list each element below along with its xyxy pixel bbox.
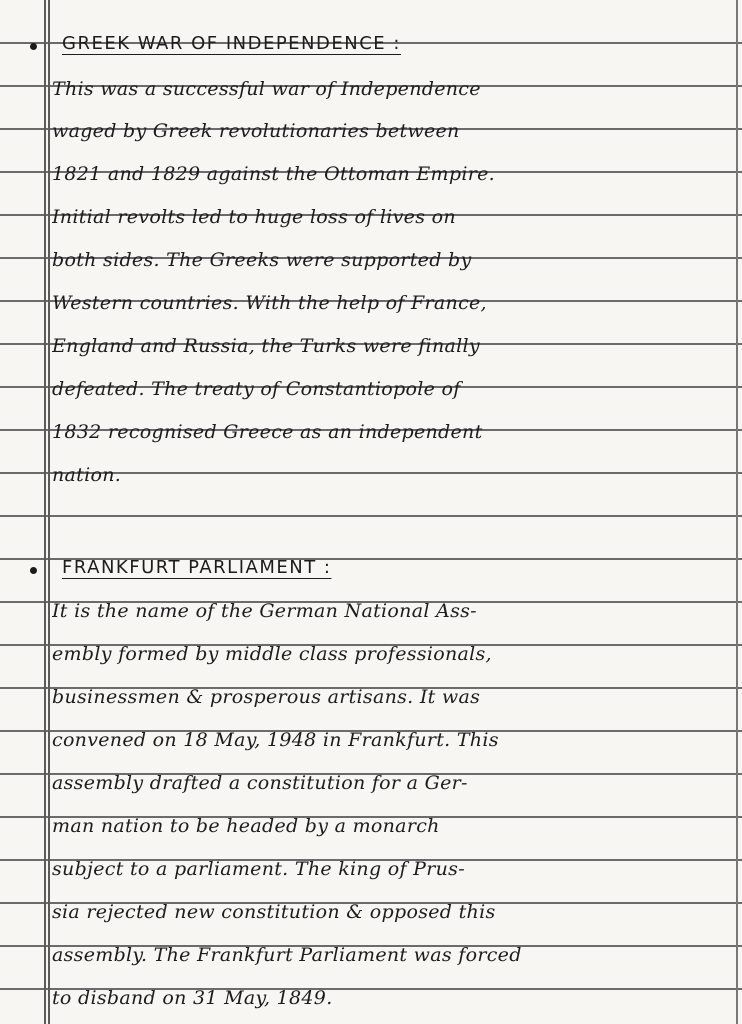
text-line: Initial revolts led to huge loss of lives on bbox=[52, 206, 456, 228]
text-line: convened on 18 May, 1948 in Frankfurt. This bbox=[52, 729, 499, 751]
bullet-point bbox=[30, 567, 37, 574]
text-line: assembly drafted a constitution for a Ger- bbox=[52, 772, 468, 794]
text-line: Western countries. With the help of France, bbox=[52, 292, 487, 314]
text-line: 1832 recognised Greece as an independent bbox=[52, 421, 483, 443]
text-line: nation. bbox=[52, 464, 122, 486]
bullet-point bbox=[30, 43, 37, 50]
text-line: England and Russia, the Turks were finally bbox=[52, 335, 480, 357]
text-line: embly formed by middle class professionals, bbox=[52, 643, 492, 665]
text-line: assembly. The Frankfurt Parliament was forced bbox=[52, 944, 522, 966]
text-line: 1821 and 1829 against the Ottoman Empire. bbox=[52, 163, 495, 185]
text-line: businessmen & prosperous artisans. It was bbox=[52, 686, 481, 708]
text-line: defeated. The treaty of Constantiopole of bbox=[52, 378, 461, 400]
margin-line-inner bbox=[48, 0, 50, 1024]
margin-line bbox=[44, 0, 46, 1024]
text-line: man nation to be headed by a monarch bbox=[52, 815, 440, 837]
text-line: This was a successful war of Independence bbox=[52, 78, 481, 100]
section-heading: FRANKFURT PARLIAMENT : bbox=[62, 557, 332, 578]
text-line: both sides. The Greeks were supported by bbox=[52, 249, 472, 271]
text-line: to disband on 31 May, 1849. bbox=[52, 987, 333, 1009]
text-line: waged by Greek revolutionaries between bbox=[52, 120, 460, 142]
section-heading: GREEK WAR OF INDEPENDENCE : bbox=[62, 33, 401, 54]
text-line: subject to a parliament. The king of Prus- bbox=[52, 858, 465, 880]
text-line: sia rejected new constitution & opposed this bbox=[52, 901, 496, 923]
text-line: It is the name of the German National Ass- bbox=[52, 600, 477, 622]
page-edge-line bbox=[736, 0, 738, 1024]
